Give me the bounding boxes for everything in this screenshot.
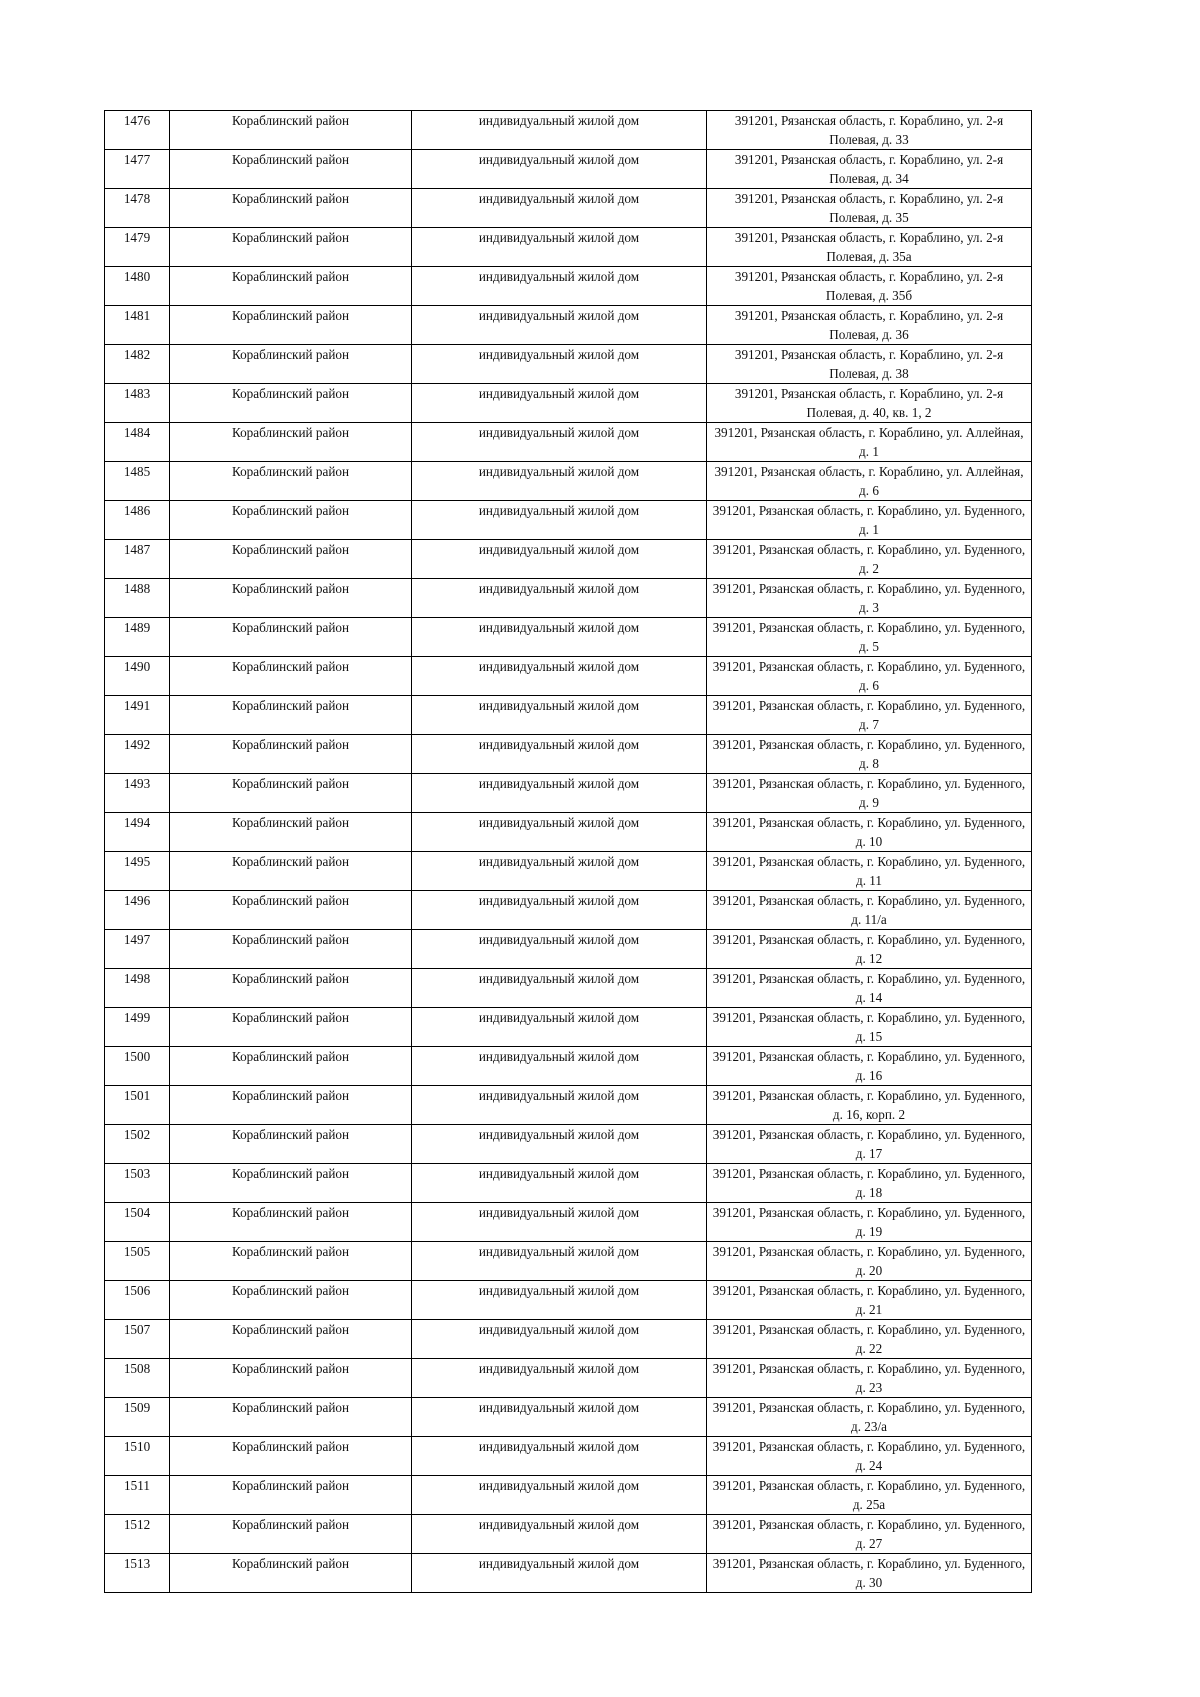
row-number-cell: 1485 (105, 462, 170, 501)
table-row (105, 1125, 1032, 1164)
district-cell: Кораблинский район (170, 774, 412, 813)
address-cell: 391201, Рязанская область, г. Кораблино, ул. 2-я Полевая, д. 36 (707, 306, 1032, 345)
object-type-cell: индивидуальный жилой дом (412, 1086, 707, 1125)
table-row (105, 1281, 1032, 1320)
object-type-cell: индивидуальный жилой дом (412, 1398, 707, 1437)
row-number-cell: 1483 (105, 384, 170, 423)
table-row (105, 1086, 1032, 1125)
object-type-cell: индивидуальный жилой дом (412, 267, 707, 306)
district-cell: Кораблинский район (170, 618, 412, 657)
table-row (105, 930, 1032, 969)
address-cell: 391201, Рязанская область, г. Кораблино, ул. Буденного, д. 25а (707, 1476, 1032, 1515)
object-type-cell: индивидуальный жилой дом (412, 423, 707, 462)
row-number-cell: 1477 (105, 150, 170, 189)
object-type-cell: индивидуальный жилой дом (412, 579, 707, 618)
district-cell: Кораблинский район (170, 852, 412, 891)
row-number-cell: 1494 (105, 813, 170, 852)
address-cell: 391201, Рязанская область, г. Кораблино, ул. 2-я Полевая, д. 33 (707, 111, 1032, 150)
row-number-cell: 1513 (105, 1554, 170, 1593)
table-row (105, 1203, 1032, 1242)
table-row (105, 696, 1032, 735)
object-type-cell: индивидуальный жилой дом (412, 1320, 707, 1359)
district-cell: Кораблинский район (170, 1125, 412, 1164)
table-row (105, 1242, 1032, 1281)
district-cell: Кораблинский район (170, 1398, 412, 1437)
row-number-cell: 1479 (105, 228, 170, 267)
address-cell: 391201, Рязанская область, г. Кораблино, ул. Буденного, д. 16 (707, 1047, 1032, 1086)
row-number-cell: 1484 (105, 423, 170, 462)
district-cell: Кораблинский район (170, 813, 412, 852)
address-cell: 391201, Рязанская область, г. Кораблино, ул. Буденного, д. 11/а (707, 891, 1032, 930)
table-row (105, 1047, 1032, 1086)
table-row (105, 1515, 1032, 1554)
district-cell: Кораблинский район (170, 1008, 412, 1047)
district-cell: Кораблинский район (170, 1281, 412, 1320)
row-number-cell: 1476 (105, 111, 170, 150)
row-number-cell: 1504 (105, 1203, 170, 1242)
table-row (105, 150, 1032, 189)
address-cell: 391201, Рязанская область, г. Кораблино, ул. Буденного, д. 9 (707, 774, 1032, 813)
district-cell: Кораблинский район (170, 1476, 412, 1515)
object-type-cell: индивидуальный жилой дом (412, 1164, 707, 1203)
object-type-cell: индивидуальный жилой дом (412, 930, 707, 969)
address-cell: 391201, Рязанская область, г. Кораблино, ул. Буденного, д. 20 (707, 1242, 1032, 1281)
table-row (105, 618, 1032, 657)
district-cell: Кораблинский район (170, 1086, 412, 1125)
row-number-cell: 1493 (105, 774, 170, 813)
table-row (105, 345, 1032, 384)
object-type-cell: индивидуальный жилой дом (412, 189, 707, 228)
row-number-cell: 1492 (105, 735, 170, 774)
row-number-cell: 1478 (105, 189, 170, 228)
district-cell: Кораблинский район (170, 1554, 412, 1593)
object-type-cell: индивидуальный жилой дом (412, 111, 707, 150)
table-row (105, 540, 1032, 579)
address-cell: 391201, Рязанская область, г. Кораблино, ул. Буденного, д. 23 (707, 1359, 1032, 1398)
address-cell: 391201, Рязанская область, г. Кораблино, ул. Буденного, д. 5 (707, 618, 1032, 657)
district-cell: Кораблинский район (170, 1203, 412, 1242)
object-type-cell: индивидуальный жилой дом (412, 618, 707, 657)
object-type-cell: индивидуальный жилой дом (412, 1008, 707, 1047)
table-row (105, 1320, 1032, 1359)
row-number-cell: 1505 (105, 1242, 170, 1281)
table-row (105, 1008, 1032, 1047)
object-type-cell: индивидуальный жилой дом (412, 1242, 707, 1281)
address-cell: 391201, Рязанская область, г. Кораблино, ул. Буденного, д. 6 (707, 657, 1032, 696)
row-number-cell: 1497 (105, 930, 170, 969)
row-number-cell: 1490 (105, 657, 170, 696)
address-cell: 391201, Рязанская область, г. Кораблино, ул. Аллейная, д. 6 (707, 462, 1032, 501)
district-cell: Кораблинский район (170, 423, 412, 462)
table-row (105, 111, 1032, 150)
address-cell: 391201, Рязанская область, г. Кораблино, ул. Буденного, д. 1 (707, 501, 1032, 540)
row-number-cell: 1503 (105, 1164, 170, 1203)
address-cell: 391201, Рязанская область, г. Кораблино, ул. 2-я Полевая, д. 35 (707, 189, 1032, 228)
object-type-cell: индивидуальный жилой дом (412, 1203, 707, 1242)
row-number-cell: 1512 (105, 1515, 170, 1554)
object-type-cell: индивидуальный жилой дом (412, 1281, 707, 1320)
object-type-cell: индивидуальный жилой дом (412, 540, 707, 579)
table-row (105, 969, 1032, 1008)
district-cell: Кораблинский район (170, 111, 412, 150)
address-cell: 391201, Рязанская область, г. Кораблино, ул. Буденного, д. 10 (707, 813, 1032, 852)
district-cell: Кораблинский район (170, 1164, 412, 1203)
address-cell: 391201, Рязанская область, г. Кораблино, ул. Буденного, д. 18 (707, 1164, 1032, 1203)
address-cell: 391201, Рязанская область, г. Кораблино, ул. Буденного, д. 21 (707, 1281, 1032, 1320)
address-cell: 391201, Рязанская область, г. Кораблино, ул. 2-я Полевая, д. 35а (707, 228, 1032, 267)
row-number-cell: 1506 (105, 1281, 170, 1320)
district-cell: Кораблинский район (170, 1359, 412, 1398)
table-row (105, 462, 1032, 501)
address-cell: 391201, Рязанская область, г. Кораблино, ул. 2-я Полевая, д. 35б (707, 267, 1032, 306)
address-cell: 391201, Рязанская область, г. Кораблино, ул. Буденного, д. 22 (707, 1320, 1032, 1359)
object-type-cell: индивидуальный жилой дом (412, 852, 707, 891)
object-type-cell: индивидуальный жилой дом (412, 1437, 707, 1476)
district-cell: Кораблинский район (170, 1515, 412, 1554)
address-cell: 391201, Рязанская область, г. Кораблино, ул. Буденного, д. 2 (707, 540, 1032, 579)
district-cell: Кораблинский район (170, 462, 412, 501)
district-cell: Кораблинский район (170, 267, 412, 306)
table-row (105, 1437, 1032, 1476)
district-cell: Кораблинский район (170, 930, 412, 969)
district-cell: Кораблинский район (170, 501, 412, 540)
object-type-cell: индивидуальный жилой дом (412, 969, 707, 1008)
address-cell: 391201, Рязанская область, г. Кораблино, ул. Буденного, д. 3 (707, 579, 1032, 618)
district-cell: Кораблинский район (170, 540, 412, 579)
row-number-cell: 1502 (105, 1125, 170, 1164)
object-type-cell: индивидуальный жилой дом (412, 813, 707, 852)
row-number-cell: 1500 (105, 1047, 170, 1086)
address-cell: 391201, Рязанская область, г. Кораблино, ул. Буденного, д. 15 (707, 1008, 1032, 1047)
district-cell: Кораблинский район (170, 1320, 412, 1359)
object-type-cell: индивидуальный жилой дом (412, 1476, 707, 1515)
table-row (105, 501, 1032, 540)
table-row (105, 1476, 1032, 1515)
object-type-cell: индивидуальный жилой дом (412, 1359, 707, 1398)
row-number-cell: 1498 (105, 969, 170, 1008)
row-number-cell: 1508 (105, 1359, 170, 1398)
district-cell: Кораблинский район (170, 150, 412, 189)
row-number-cell: 1510 (105, 1437, 170, 1476)
district-cell: Кораблинский район (170, 969, 412, 1008)
row-number-cell: 1482 (105, 345, 170, 384)
district-cell: Кораблинский район (170, 657, 412, 696)
object-type-cell: индивидуальный жилой дом (412, 1125, 707, 1164)
table-row (105, 306, 1032, 345)
table-row (105, 1398, 1032, 1437)
address-cell: 391201, Рязанская область, г. Кораблино, ул. Буденного, д. 12 (707, 930, 1032, 969)
object-type-cell: индивидуальный жилой дом (412, 345, 707, 384)
row-number-cell: 1507 (105, 1320, 170, 1359)
table-row (105, 735, 1032, 774)
object-type-cell: индивидуальный жилой дом (412, 696, 707, 735)
row-number-cell: 1501 (105, 1086, 170, 1125)
district-cell: Кораблинский район (170, 1242, 412, 1281)
row-number-cell: 1489 (105, 618, 170, 657)
address-cell: 391201, Рязанская область, г. Кораблино, ул. 2-я Полевая, д. 40, кв. 1, 2 (707, 384, 1032, 423)
table-row (105, 1554, 1032, 1593)
district-cell: Кораблинский район (170, 345, 412, 384)
district-cell: Кораблинский район (170, 228, 412, 267)
object-type-cell: индивидуальный жилой дом (412, 462, 707, 501)
address-cell: 391201, Рязанская область, г. Кораблино, ул. Буденного, д. 7 (707, 696, 1032, 735)
object-type-cell: индивидуальный жилой дом (412, 735, 707, 774)
row-number-cell: 1511 (105, 1476, 170, 1515)
object-type-cell: индивидуальный жилой дом (412, 150, 707, 189)
table-row (105, 228, 1032, 267)
registry-table (104, 110, 1032, 1593)
address-cell: 391201, Рязанская область, г. Кораблино, ул. Буденного, д. 8 (707, 735, 1032, 774)
object-type-cell: индивидуальный жилой дом (412, 774, 707, 813)
district-cell: Кораблинский район (170, 189, 412, 228)
object-type-cell: индивидуальный жилой дом (412, 1047, 707, 1086)
row-number-cell: 1509 (105, 1398, 170, 1437)
row-number-cell: 1480 (105, 267, 170, 306)
row-number-cell: 1499 (105, 1008, 170, 1047)
address-cell: 391201, Рязанская область, г. Кораблино, ул. 2-я Полевая, д. 34 (707, 150, 1032, 189)
address-cell: 391201, Рязанская область, г. Кораблино, ул. Буденного, д. 23/а (707, 1398, 1032, 1437)
address-cell: 391201, Рязанская область, г. Кораблино, ул. Буденного, д. 14 (707, 969, 1032, 1008)
address-cell: 391201, Рязанская область, г. Кораблино, ул. Буденного, д. 30 (707, 1554, 1032, 1593)
row-number-cell: 1491 (105, 696, 170, 735)
row-number-cell: 1495 (105, 852, 170, 891)
table-row (105, 384, 1032, 423)
row-number-cell: 1486 (105, 501, 170, 540)
table-row (105, 852, 1032, 891)
address-cell: 391201, Рязанская область, г. Кораблино, ул. Буденного, д. 24 (707, 1437, 1032, 1476)
table-row (105, 1164, 1032, 1203)
address-cell: 391201, Рязанская область, г. Кораблино, ул. Буденного, д. 16, корп. 2 (707, 1086, 1032, 1125)
address-cell: 391201, Рязанская область, г. Кораблино, ул. Буденного, д. 17 (707, 1125, 1032, 1164)
object-type-cell: индивидуальный жилой дом (412, 1554, 707, 1593)
table-row (105, 189, 1032, 228)
district-cell: Кораблинский район (170, 1047, 412, 1086)
row-number-cell: 1488 (105, 579, 170, 618)
district-cell: Кораблинский район (170, 696, 412, 735)
district-cell: Кораблинский район (170, 384, 412, 423)
table-row (105, 267, 1032, 306)
table-row (105, 657, 1032, 696)
object-type-cell: индивидуальный жилой дом (412, 306, 707, 345)
row-number-cell: 1487 (105, 540, 170, 579)
district-cell: Кораблинский район (170, 306, 412, 345)
address-cell: 391201, Рязанская область, г. Кораблино, ул. 2-я Полевая, д. 38 (707, 345, 1032, 384)
table-row (105, 891, 1032, 930)
object-type-cell: индивидуальный жилой дом (412, 384, 707, 423)
registry-table-body (105, 111, 1032, 1593)
object-type-cell: индивидуальный жилой дом (412, 501, 707, 540)
object-type-cell: индивидуальный жилой дом (412, 657, 707, 696)
table-row (105, 1359, 1032, 1398)
address-cell: 391201, Рязанская область, г. Кораблино, ул. Буденного, д. 27 (707, 1515, 1032, 1554)
row-number-cell: 1496 (105, 891, 170, 930)
table-row (105, 813, 1032, 852)
district-cell: Кораблинский район (170, 735, 412, 774)
district-cell: Кораблинский район (170, 1437, 412, 1476)
row-number-cell: 1481 (105, 306, 170, 345)
object-type-cell: индивидуальный жилой дом (412, 228, 707, 267)
address-cell: 391201, Рязанская область, г. Кораблино, ул. Буденного, д. 11 (707, 852, 1032, 891)
table-row (105, 774, 1032, 813)
address-cell: 391201, Рязанская область, г. Кораблино, ул. Буденного, д. 19 (707, 1203, 1032, 1242)
table-row (105, 579, 1032, 618)
address-cell: 391201, Рязанская область, г. Кораблино, ул. Аллейная, д. 1 (707, 423, 1032, 462)
object-type-cell: индивидуальный жилой дом (412, 891, 707, 930)
district-cell: Кораблинский район (170, 579, 412, 618)
table-row (105, 423, 1032, 462)
district-cell: Кораблинский район (170, 891, 412, 930)
object-type-cell: индивидуальный жилой дом (412, 1515, 707, 1554)
